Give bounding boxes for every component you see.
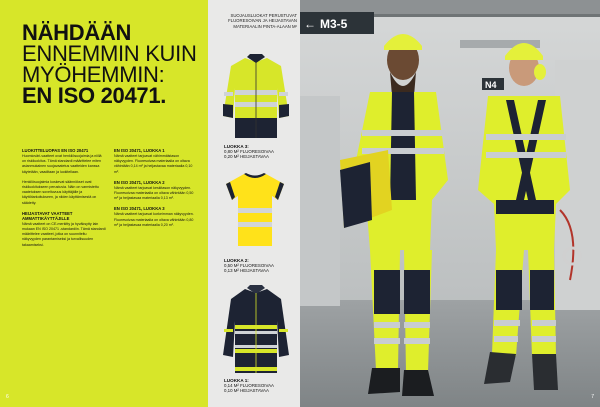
panel-caption: SUOJAUSLUOKAT PERUSTUVAT FLUORESOIVAN JA HEIJASTAVAN MATERIAALIN PINTA-ALAAN M²: [228, 13, 297, 29]
paragraph: Nämä vaatteet tarjoavat vähimmäistason näkyvyyden. Fluoresoivaa materiaalia on oltava vähintään 0,14 m² ja heijastavaa materiaalia 0,10 m².: [114, 154, 193, 174]
class-1-label: [224, 378, 274, 394]
class-2-label: [224, 258, 274, 274]
page-number-right: 7: [591, 394, 594, 400]
parking-sign-text: M3-5: [320, 17, 348, 31]
section-heading: LUOKITTELUOPAS EN ISO 20471: [22, 148, 89, 153]
section-heading: EN ISO 20471, LUOKKA 3: [114, 206, 165, 212]
class-3-label: [224, 144, 274, 160]
class-1-fleece-illustration: [221, 285, 291, 377]
paragraph: Huomioväri-vaatteet ovat henkilösuojaimia ja niillä on riskiluokitus. Tämä standardi määrittelee miten asianmukainen suojavaatetus vaatteiden kanssa käytetään, vaaditaan ja luokitellaan.: [22, 154, 102, 174]
class-1-reflective: 0,10 M² HEIJASTAVAA: [224, 388, 269, 394]
parking-garage-scene: [300, 0, 600, 407]
column-2: [114, 148, 198, 233]
headline-line-4: EN ISO 20471.: [22, 83, 167, 108]
section-heading: EN ISO 20471, LUOKKA 2: [114, 179, 165, 185]
left-page: [0, 0, 208, 407]
class-2-tshirt-illustration: [220, 170, 290, 250]
headline-line-3: MYÖHEMMIN:: [22, 62, 165, 87]
paragraph: Nämä vaatteet on CE-merkitty ja hyväksytty lain mukaan EN ISO 20471 -standardiin. Tämä standardi määrittelee vaatteet, jotka on suunniteltu näkyvyyden parantamiseksi ja turvallisuuden takaamiseksi.: [22, 221, 106, 247]
page-number-left: 6: [6, 394, 9, 400]
class-3-reflective: 0,20 M² HEIJASTAVAA: [224, 154, 269, 160]
section-heading: HEIJASTAVAT VAATTEET AMMATTIKÄYTTÄJILLE: [22, 210, 73, 221]
level-sign-text: N4: [485, 80, 497, 90]
section-heading: EN ISO 20471, LUOKKA 1: [114, 148, 165, 153]
class-2-title: LUOKKA 2:: [224, 258, 249, 263]
class-1-fluorescent: 0,14 M² FLUORESOIVAA: [224, 383, 274, 389]
workers-photo: [300, 0, 600, 407]
garment-panel: [208, 0, 300, 407]
paragraph: Henkilösuojaimia koskevat säännökset ovat riskiluokitukseen perustuvia. Näin on varmistettu vaatetuksen soveltuvuus käyttäjälle ja käyttötarkoitukseen, ja niiden käyttämisestä on säädetty.: [22, 179, 99, 205]
class-2-reflective: 0,13 M² HEIJASTAVAA: [224, 268, 269, 274]
class-3-jacket-illustration: [221, 54, 291, 142]
class-1-title: LUOKKA 1:: [224, 378, 249, 383]
svg-text:←: ←: [304, 17, 316, 31]
class-3-title: LUOKKA 3:: [224, 144, 249, 149]
headline-line-2: ENNEMMIN KUIN: [22, 41, 197, 66]
paragraph: Nämä vaatteet tarjoavat keskitason näkyvyyden. Fluoresoivaa materiaalia on oltava vähintään 0,50 m² ja heijastavaa materiaalia 0,13 m².: [114, 185, 194, 201]
class-2-fluorescent: 0,50 M² FLUORESOIVAA: [224, 263, 274, 269]
headline: [22, 22, 207, 106]
headline-line-1: NÄHDÄÄN: [22, 20, 132, 45]
column-1: [22, 148, 106, 253]
class-3-fluorescent: 0,80 M² FLUORESOIVAA: [224, 149, 274, 155]
paragraph: Nämä vaatteet tarjoavat korkeimman näkyvyyden. Fluoresoivaa materiaalia on oltava vähintään 0,80 m² ja heijastavaa materiaalia 0,20 m².: [114, 212, 194, 227]
